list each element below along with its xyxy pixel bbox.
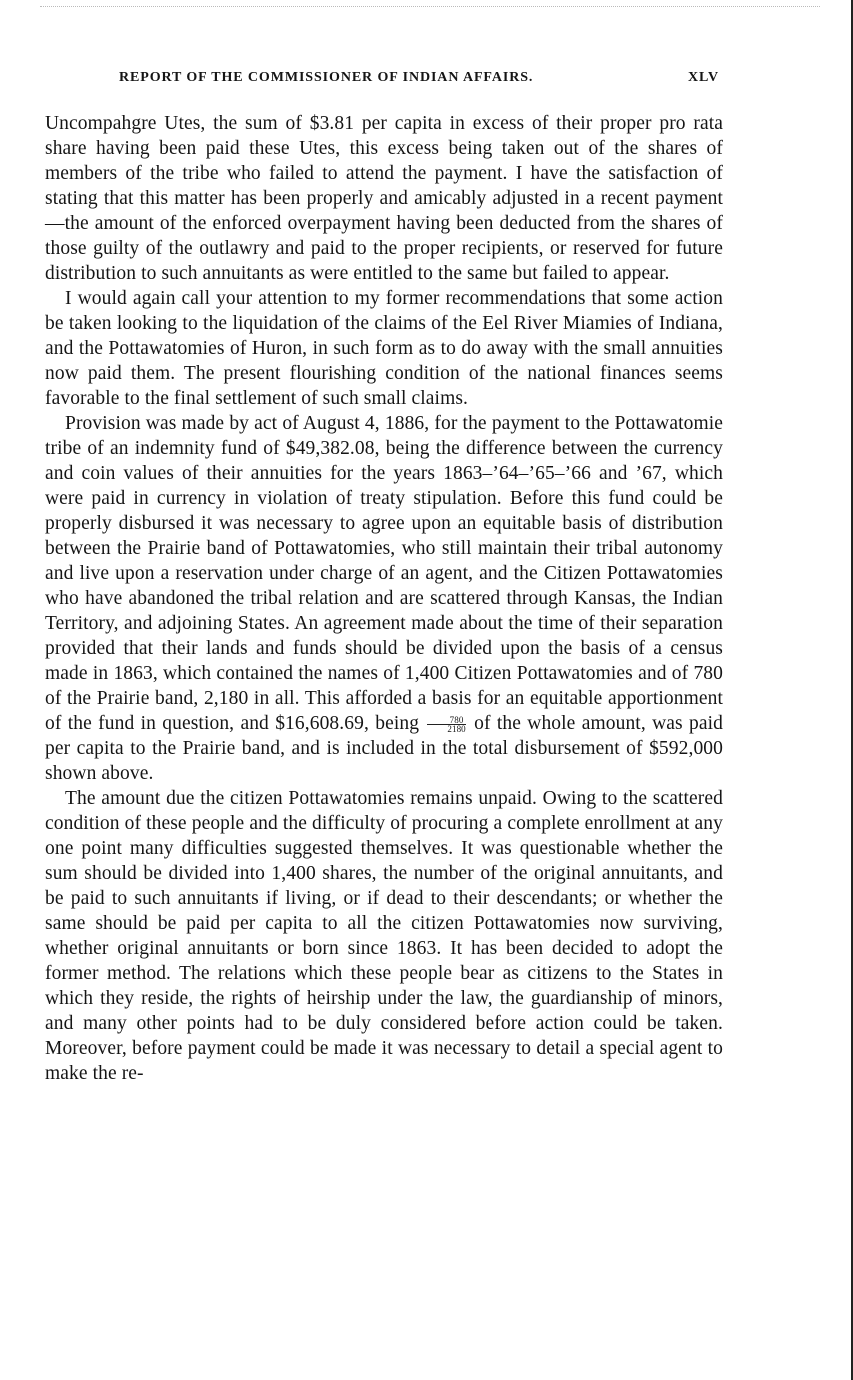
- paragraph-2: I would again call your attention to my former recommendations that some action be taken looking to the liquidation of the claims of the Eel River Miamies of Indiana, and the Pottawatomies of Huron, in such form as to do away with the small annuities now paid them. The present flourishing condition of the national finances seems favorable to the final settlement of such small claims.: [45, 288, 723, 409]
- fraction: [427, 716, 465, 733]
- running-header: [119, 70, 719, 92]
- page-number: XLV: [688, 70, 719, 85]
- paragraph-1: Uncompahgre Utes, the sum of $3.81 per capita in excess of their proper pro rata share having been paid these Utes, this excess being taken out of the shares of members of the tribe who failed to attend the payment. I have the satisfaction of stating that this matter has been properly and amicably adjusted in a recent payment—the amount of the enforced overpayment having been deducted from the shares of those guilty of the outlawry and paid to the proper recipients, or reserved for future distribution to such annuitants as were entitled to the same but failed to appear.: [45, 113, 723, 284]
- body-text: [45, 111, 723, 1086]
- fraction-denominator: 2180: [447, 724, 466, 735]
- paragraph-3-text-a: Provision was made by act of August 4, 1886, for the payment to the Pottawatomie tribe of an indemnity fund of $49,382.08, being the difference between the currency and coin values of their annuities for the years 1863–’64–’65–’66 and ’67, which were paid in currency in violation of treaty stipulation. Before this fund could be properly disbursed it was necessary to agree upon an equitable basis of distribution between the Prairie band of Pottawatomies, who still maintain their tribal autonomy and live upon a reservation under charge of an agent, and the Citizen Pottawatomies who have abandoned the tribal relation and are scattered through Kansas, the Indian Territory, and adjoining States. An agreement made about the time of their separation provided that their lands and funds should be divided upon the basis of a census made in 1863, which contained the names of 1,400 Citizen Pottawatomies and of 780 of the Prairie band, 2,180 in all. This afforded a basis for an equitable apportionment of the fund in question, and $16,608.69, being: [45, 413, 723, 734]
- header-title: REPORT OF THE COMMISSIONER OF INDIAN AFFAIRS.: [119, 70, 534, 85]
- paragraph-3: [45, 411, 723, 786]
- paragraph-3-text-b: of the whole amount, was paid per capita to the Prairie band, and is included in the total disbursement of $592,000 shown above.: [45, 713, 723, 784]
- paragraph-4: The amount due the citizen Pottawatomies remains unpaid. Owing to the scattered condition of these people and the difficulty of procuring a complete enrollment at any one point many difficulties suggested themselves. It was questionable whether the sum should be divided into 1,400 shares, the number of the original annuitants, and be paid to such annuitants if living, or if dead to their descendants; or whether the same should be paid per capita to all the citizen Pottawatomies now surviving, whether original annuitants or born since 1863. It has been decided to adopt the former method. The relations which these people bear as citizens to the States in which they reside, the rights of heirship under the law, the guardianship of minors, and many other points had to be duly considered before action could be taken. Moreover, before payment could be made it was necessary to detail a special agent to make the re-: [45, 788, 723, 1084]
- fraction-numerator: 780: [427, 716, 465, 725]
- top-edge-dots: [40, 6, 820, 7]
